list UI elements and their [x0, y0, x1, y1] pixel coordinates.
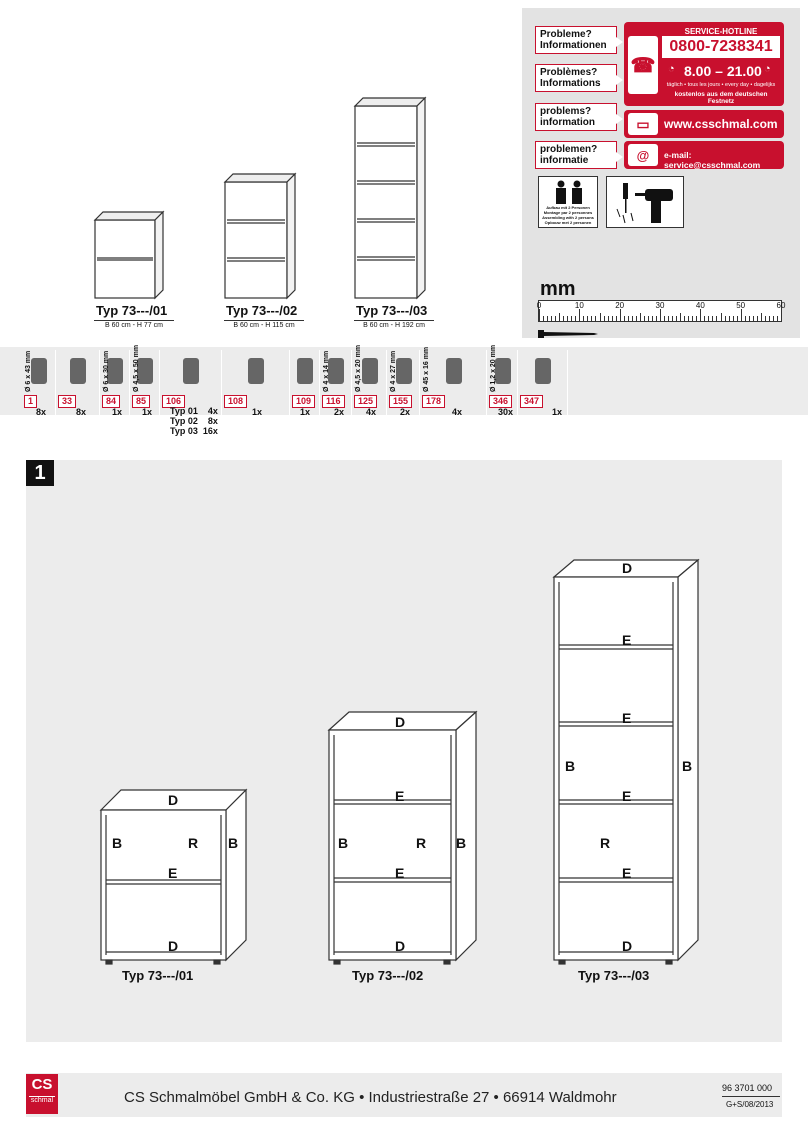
ruler-tick [632, 316, 633, 321]
part-icon [362, 358, 378, 384]
ruler-tick [539, 309, 540, 321]
part-size: Ø 4 x 14 mm [323, 350, 330, 392]
ruler-tick [555, 316, 556, 321]
website-link[interactable]: www.csschmal.com [664, 117, 778, 131]
revision: G+S/08/2013 [726, 1100, 774, 1109]
hotline-phone: 0800-7238341 [662, 36, 780, 58]
part-icon [70, 358, 86, 384]
ruler-tick [753, 316, 754, 321]
part-quantity: 1x [142, 407, 153, 417]
label-side-panel: B [682, 758, 693, 774]
part-number: 106 [162, 395, 185, 408]
part-size: Ø 4,5 x 20 mm [355, 344, 362, 392]
label-shelf: E [168, 865, 178, 881]
ruler-tick [781, 309, 782, 321]
label-back-panel: R [600, 835, 611, 851]
label-side-panel: B [112, 835, 123, 851]
part-size: Ø 6 x 43 mm [25, 350, 32, 392]
label-top-panel: D [395, 714, 406, 730]
ruler-tick [567, 316, 568, 321]
part-icon [328, 358, 344, 384]
part-size: Ø 1,2 x 20 mm [490, 344, 497, 392]
model-01-dims: B 60 cm - H 77 cm [94, 320, 174, 329]
ruler-mark: 40 [695, 301, 705, 310]
part-number: 116 [322, 395, 345, 408]
caption-02: Typ 73---/02 [352, 968, 424, 983]
part-size: Ø 6 x 30 mm [103, 350, 110, 392]
label-shelf: E [622, 865, 632, 881]
hotline-hours: 8.00 – 21.00 [684, 63, 762, 79]
part-number: 178 [422, 395, 445, 408]
part-number: 85 [132, 395, 150, 408]
ruler-tick [583, 316, 584, 321]
mm-ruler [536, 300, 786, 322]
part-quantity: 8x [36, 407, 47, 417]
hotline-days: täglich • tous les jours • every day • dagelijks [666, 82, 776, 88]
model-02-title: Typ 73---/02 [226, 303, 298, 318]
computer-icon: ▭ [628, 113, 658, 135]
ruler-tick [664, 316, 665, 321]
ruler-tick [737, 316, 738, 321]
ruler-tick [696, 316, 697, 321]
assembly-drawing [26, 460, 782, 1042]
hotline-label: SERVICE-HOTLINE [684, 27, 758, 36]
ruler-tick [692, 316, 693, 321]
question-nl: problemen? informatie [535, 141, 617, 169]
ruler-tick [608, 316, 609, 321]
ruler-tick [636, 316, 637, 321]
part-size: Ø 45 x 16 mm [423, 346, 430, 392]
label-side-panel: B [565, 758, 576, 774]
ruler-tick [559, 313, 560, 321]
ruler-tick [777, 316, 778, 321]
part-number: 1 [24, 395, 37, 408]
ruler-unit: mm [540, 278, 576, 300]
two-persons-box [538, 176, 598, 228]
label-bottom-panel: D [395, 938, 406, 954]
ruler-tick [660, 309, 661, 321]
label-bottom-panel: D [168, 938, 179, 954]
ruler-tick [733, 316, 734, 321]
part-size: Ø 4,5 x 50 mm [133, 344, 140, 392]
ruler-mark: 60 [776, 301, 786, 310]
part-quantity: 2x [400, 407, 411, 417]
part-quantity: 2x [334, 407, 345, 417]
ruler-tick [656, 316, 657, 321]
ruler-tick [749, 316, 750, 321]
part-icon [396, 358, 412, 384]
label-top-panel: D [168, 792, 179, 808]
hotline-free-note: kostenlos aus dem deutschen Festnetz [674, 91, 768, 105]
part-icon [183, 358, 199, 384]
ruler-tick [765, 316, 766, 321]
part-number: 33 [58, 395, 76, 408]
part-number: 155 [389, 395, 412, 408]
ruler-tick [773, 316, 774, 321]
ruler-tick [652, 316, 653, 321]
ruler-tick [628, 316, 629, 321]
label-top-panel: D [622, 560, 633, 576]
label-shelf: E [395, 788, 405, 804]
part-quantity: 1x [300, 407, 311, 417]
part-icon [248, 358, 264, 384]
part-quantity: 30x [498, 407, 514, 417]
ruler-tick [604, 316, 605, 321]
part-quantity: 8x [76, 407, 87, 417]
part-size: Ø 4 x 27 mm [390, 350, 397, 392]
model-01-title: Typ 73---/01 [96, 303, 168, 318]
part-number: 108 [224, 395, 247, 408]
ruler-tick [708, 316, 709, 321]
website-box [624, 110, 784, 138]
label-bottom-panel: D [622, 938, 633, 954]
label-side-panel: B [228, 835, 239, 851]
part-icon [31, 358, 47, 384]
question-fr: Problèmes? Informations [535, 64, 617, 92]
company-address: CS Schmalmöbel GmbH & Co. KG • Industriestraße 27 • 66914 Waldmohr [124, 1089, 617, 1106]
email-box [624, 141, 784, 169]
ruler-mark: 10 [574, 301, 584, 310]
ruler-tick [600, 313, 601, 321]
clock-icon: ◔ [668, 63, 675, 75]
part-quantity: 4x [452, 407, 463, 417]
ruler-tick [563, 316, 564, 321]
part-quantity: 1x [252, 407, 263, 417]
ruler-tick [688, 316, 689, 321]
ruler-tick [721, 313, 722, 321]
label-side-panel: B [338, 835, 349, 851]
ruler-tick [595, 316, 596, 321]
label-back-panel: R [416, 835, 427, 851]
ruler-tick [729, 316, 730, 321]
part-quantity: 1x [112, 407, 123, 417]
question-en: problems? information [535, 103, 617, 131]
part-number: 346 [489, 395, 512, 408]
step-number: 1 [26, 460, 54, 486]
model-03-title: Typ 73---/03 [356, 303, 428, 318]
envelope-icon: @ [628, 144, 658, 166]
ruler-tick [612, 316, 613, 321]
part-quantity: 4x [366, 407, 377, 417]
ruler-tick [745, 316, 746, 321]
ruler-tick [684, 316, 685, 321]
part-quantity: 1x [552, 407, 563, 417]
part-106-variants: Typ 01 4x Typ 02 8x Typ 03 16x [170, 406, 218, 436]
ruler-tick [672, 316, 673, 321]
ruler-tick [761, 313, 762, 321]
ruler-tick [571, 316, 572, 321]
ruler-tick [725, 316, 726, 321]
label-shelf: E [395, 865, 405, 881]
ruler-tick [547, 316, 548, 321]
ruler-tick [575, 316, 576, 321]
ruler-tick [640, 313, 641, 321]
part-number: 125 [354, 395, 377, 408]
ruler-tick [676, 316, 677, 321]
hotline-box [624, 22, 784, 106]
ruler-tick [680, 313, 681, 321]
ruler-tick [551, 316, 552, 321]
part-icon [446, 358, 462, 384]
ruler-tick [591, 316, 592, 321]
ruler-mark: 30 [655, 301, 665, 310]
question-de: Probleme? Informationen [535, 26, 617, 54]
caption-01: Typ 73---/01 [122, 968, 194, 983]
ruler-mark: 50 [736, 301, 746, 310]
clock-icon: ◔ [764, 63, 771, 75]
ruler-tick [769, 316, 770, 321]
ruler-tick [543, 316, 544, 321]
screwdriver-drill-icon [613, 181, 679, 225]
label-shelf: E [622, 710, 632, 726]
ruler-mark: 0 [536, 301, 542, 310]
two-persons-icon [551, 180, 587, 204]
ruler-tick [716, 316, 717, 321]
ruler-tick [616, 316, 617, 321]
label-side-panel: B [456, 835, 467, 851]
label-shelf: E [622, 632, 632, 648]
email-link[interactable]: e-mail: service@csschmal.com [664, 150, 761, 170]
ruler-tick [712, 316, 713, 321]
ruler-tick [620, 309, 621, 321]
ruler-tick [624, 316, 625, 321]
ruler-tick [668, 316, 669, 321]
tools-box [606, 176, 684, 228]
part-icon [297, 358, 313, 384]
telephone-icon: ☎ [628, 36, 658, 94]
persons-note: Aufbau mit 2 Personen Montage par 2 personnes Assembling with 2 persons Opbouw met 2 personen [542, 205, 594, 225]
ruler-tick [648, 316, 649, 321]
label-back-panel: R [188, 835, 199, 851]
ruler-tick [644, 316, 645, 321]
part-number: 109 [292, 395, 315, 408]
ruler-tick [704, 316, 705, 321]
part-number: 347 [520, 395, 543, 408]
ruler-tick [579, 309, 580, 321]
ruler-tick [587, 316, 588, 321]
screw-scale-icon [538, 326, 594, 332]
part-number: 84 [102, 395, 120, 408]
article-number: 96 3701 000 [722, 1083, 773, 1093]
label-shelf: E [622, 788, 632, 804]
part-icon [535, 358, 551, 384]
model-03-dims: B 60 cm - H 192 cm [354, 320, 434, 329]
company-logo: CS schmal [26, 1074, 58, 1114]
caption-03: Typ 73---/03 [578, 968, 650, 983]
model-02-dims: B 60 cm - H 115 cm [224, 320, 304, 329]
ruler-tick [741, 309, 742, 321]
ruler-tick [700, 309, 701, 321]
ruler-tick [757, 316, 758, 321]
ruler-mark: 20 [615, 301, 625, 310]
